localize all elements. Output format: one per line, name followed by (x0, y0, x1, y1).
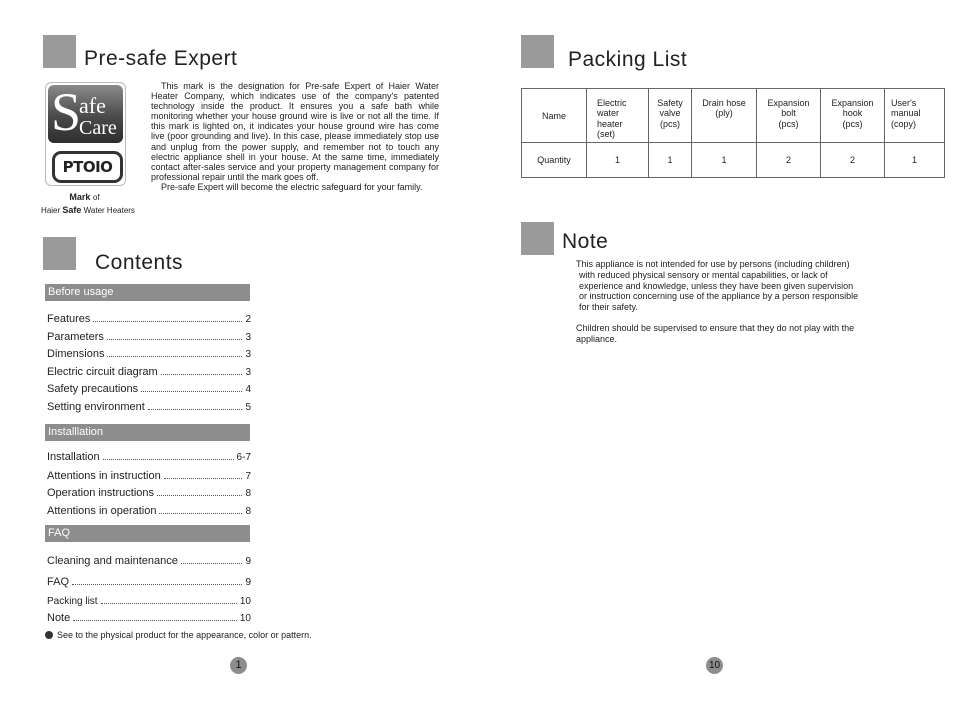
toc-entry[interactable]: Installation 6-7 (47, 451, 251, 463)
toc-entry[interactable]: Operation instructions 8 (47, 487, 251, 499)
presafe-title: Pre-safe Expert (84, 47, 238, 70)
packing-name-row (522, 89, 945, 143)
item-name-cell: Expansion bolt (pcs) (757, 89, 821, 143)
quantity-cell: 2 (821, 143, 885, 178)
toc-entry[interactable]: Attentions in instruction 7 (47, 470, 251, 482)
logo-code: PTOIO (52, 151, 123, 183)
item-name-cell: Safety valve (pcs) (649, 89, 692, 143)
toc-section-header: Before usage (45, 284, 250, 301)
section-marker-contents (43, 237, 76, 270)
toc-entry[interactable]: Note 10 (47, 612, 251, 624)
item-name-cell: User's manual (copy) (885, 89, 945, 143)
section-marker-packing (521, 35, 554, 68)
quantity-cell: 2 (757, 143, 821, 178)
toc-entry[interactable]: Dimensions 3 (47, 348, 251, 360)
toc-entry[interactable]: Electric circuit diagram 3 (47, 366, 251, 378)
item-name-cell: Drain hose (ply) (692, 89, 757, 143)
toc-entry[interactable]: FAQ 9 (47, 576, 251, 588)
toc-entry[interactable]: Safety precautions 4 (47, 383, 251, 395)
packing-list-title: Packing List (568, 48, 688, 71)
page-number-left: 1 (230, 657, 247, 674)
toc-entry[interactable]: Attentions in operation 8 (47, 505, 251, 517)
item-name-cell: Expansion hook (pcs) (821, 89, 885, 143)
section-marker-presafe (43, 35, 76, 68)
toc-entry[interactable]: Setting environment 5 (47, 401, 251, 413)
safe-care-logo (45, 82, 126, 186)
toc-section-header: Installlation (45, 424, 250, 441)
presafe-description: This mark is the designation for Pre-safe Expert of Haier Water Heater Company, which indicates use of the company's patented technology inside the product. It ensures you a safe bath while monitoring whether your house ground wire is live or not all the time. If this mark is lighted on, it indicates your house ground wire has come live (poor grounding and live). In this case, please immediately stop use and unplug from the power supply, and remember not to touch any electric appliance shell in your house. At the same time, immediately contact after-sales service and your property management company for professional repair until the mark goes off. Pre-safe Expert will become the electric safeguard for your family. (151, 81, 439, 192)
toc-section-header: FAQ (45, 525, 250, 542)
logo-badge: S afe Care (48, 85, 123, 143)
appearance-footnote: See to the physical product for the appearance, color or pattern. (45, 630, 312, 640)
toc-entry[interactable]: Packing list 10 (47, 596, 251, 607)
quantity-cell: 1 (692, 143, 757, 178)
mark-caption-line1: Mark of (69, 192, 100, 202)
packing-table (521, 88, 945, 178)
quantity-cell: 1 (649, 143, 692, 178)
page-number-right: 10 (706, 657, 723, 674)
quantity-cell: 1 (885, 143, 945, 178)
toc-entry[interactable]: Features 2 (47, 313, 251, 325)
mark-caption-line2: Haier Safe Water Heaters (41, 205, 135, 215)
item-name-cell: Electric water heater (set) (587, 89, 649, 143)
quantity-row-label: Quantity (522, 143, 587, 178)
note-title: Note (562, 230, 609, 253)
quantity-cell: 1 (587, 143, 649, 178)
bullet-icon (45, 631, 53, 639)
name-row-label: Name (522, 89, 587, 143)
toc-entry[interactable]: Cleaning and maintenance 9 (47, 555, 251, 567)
packing-quantity-row (522, 143, 945, 178)
toc-entry[interactable]: Parameters 3 (47, 331, 251, 343)
section-marker-note (521, 222, 554, 255)
note-body: This appliance is not intended for use by persons (including children) with reduced physical sensory or mental capabilities, or lack of experience and knowledge, unless they have been given supervision or instruction concerning use of the appliance by a person responsible for their safety. Children should be supervised to ensure that they do not play with the appliance. (576, 259, 859, 344)
contents-title: Contents (95, 251, 184, 274)
